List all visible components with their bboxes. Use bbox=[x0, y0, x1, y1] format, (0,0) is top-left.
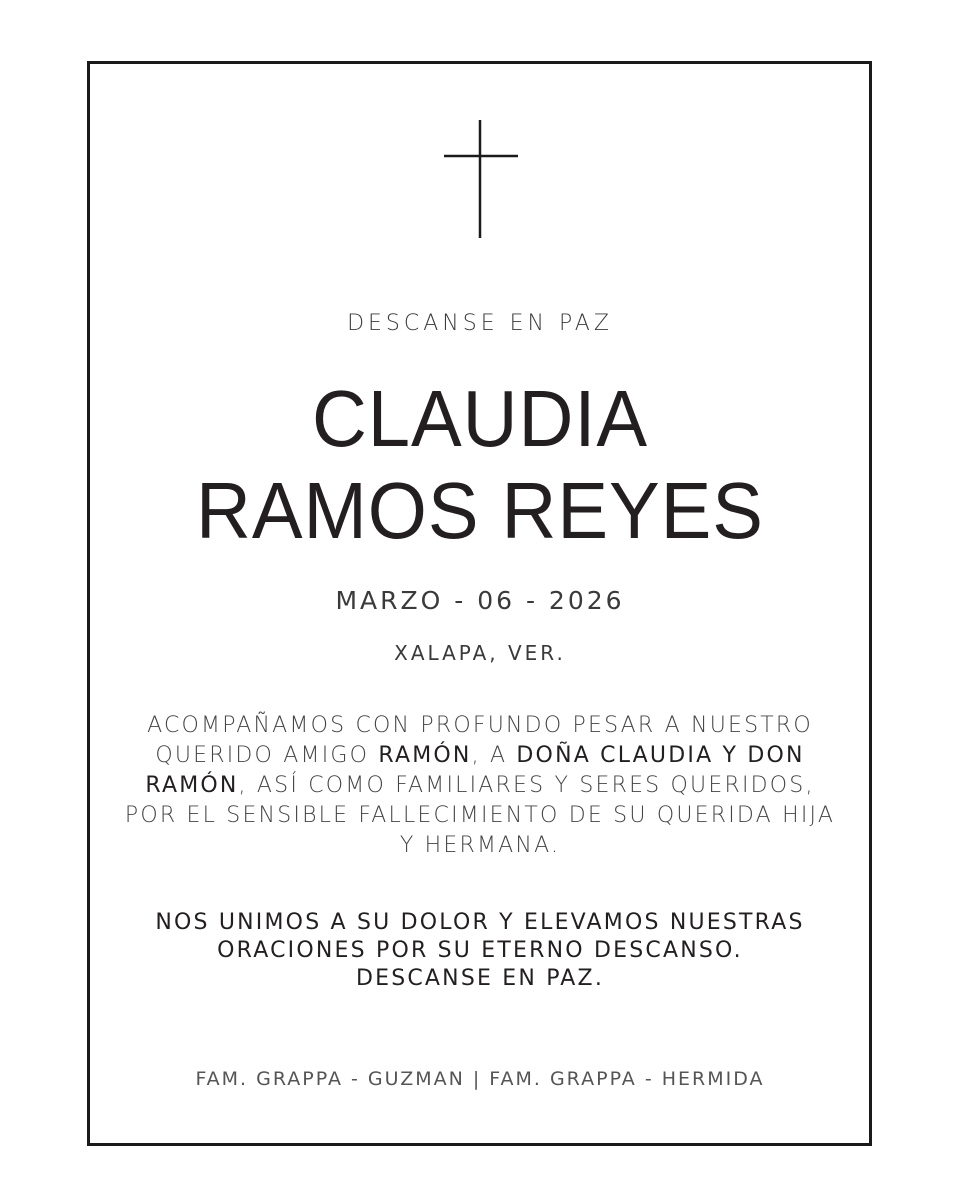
deceased-surnames: RAMOS REYES bbox=[196, 466, 764, 555]
cross-icon bbox=[442, 120, 520, 238]
message-text: ACOMPAÑAMOS CON PROFUNDO PESAR A NUESTRO QUERIDO AMIGO bbox=[147, 713, 813, 768]
deceased-first-name: CLAUDIA bbox=[311, 374, 649, 463]
message-bold-parents: DOÑA CLAUDIA Y DON RAMÓN bbox=[145, 743, 805, 798]
rip-header: DESCANSE EN PAZ bbox=[347, 311, 613, 336]
message-bold-name: RAMÓN bbox=[378, 743, 472, 768]
family-signature: FAM. GRAPPA - GUZMAN | FAM. GRAPPA - HERMIDA bbox=[195, 1068, 765, 1090]
prayer-line: ORACIONES POR SU ETERNO DESCANSO. bbox=[217, 938, 743, 963]
location: XALAPA, VER. bbox=[394, 641, 566, 665]
condolence-message bbox=[120, 711, 840, 861]
prayer-line: DESCANSE EN PAZ. bbox=[355, 966, 605, 991]
date-of-death: MARZO - 06 - 2026 bbox=[335, 586, 625, 615]
prayer-message bbox=[120, 909, 840, 993]
prayer-line: NOS UNIMOS A SU DOLOR Y ELEVAMOS NUESTRAS bbox=[155, 910, 805, 935]
message-text: , A bbox=[471, 743, 517, 768]
message-text: , ASÍ COMO FAMILIARES Y SERES QUERIDOS, POR EL SENSIBLE FALLECIMIENTO DE SU QUERIDA HIJA Y HERMANA. bbox=[124, 773, 836, 858]
